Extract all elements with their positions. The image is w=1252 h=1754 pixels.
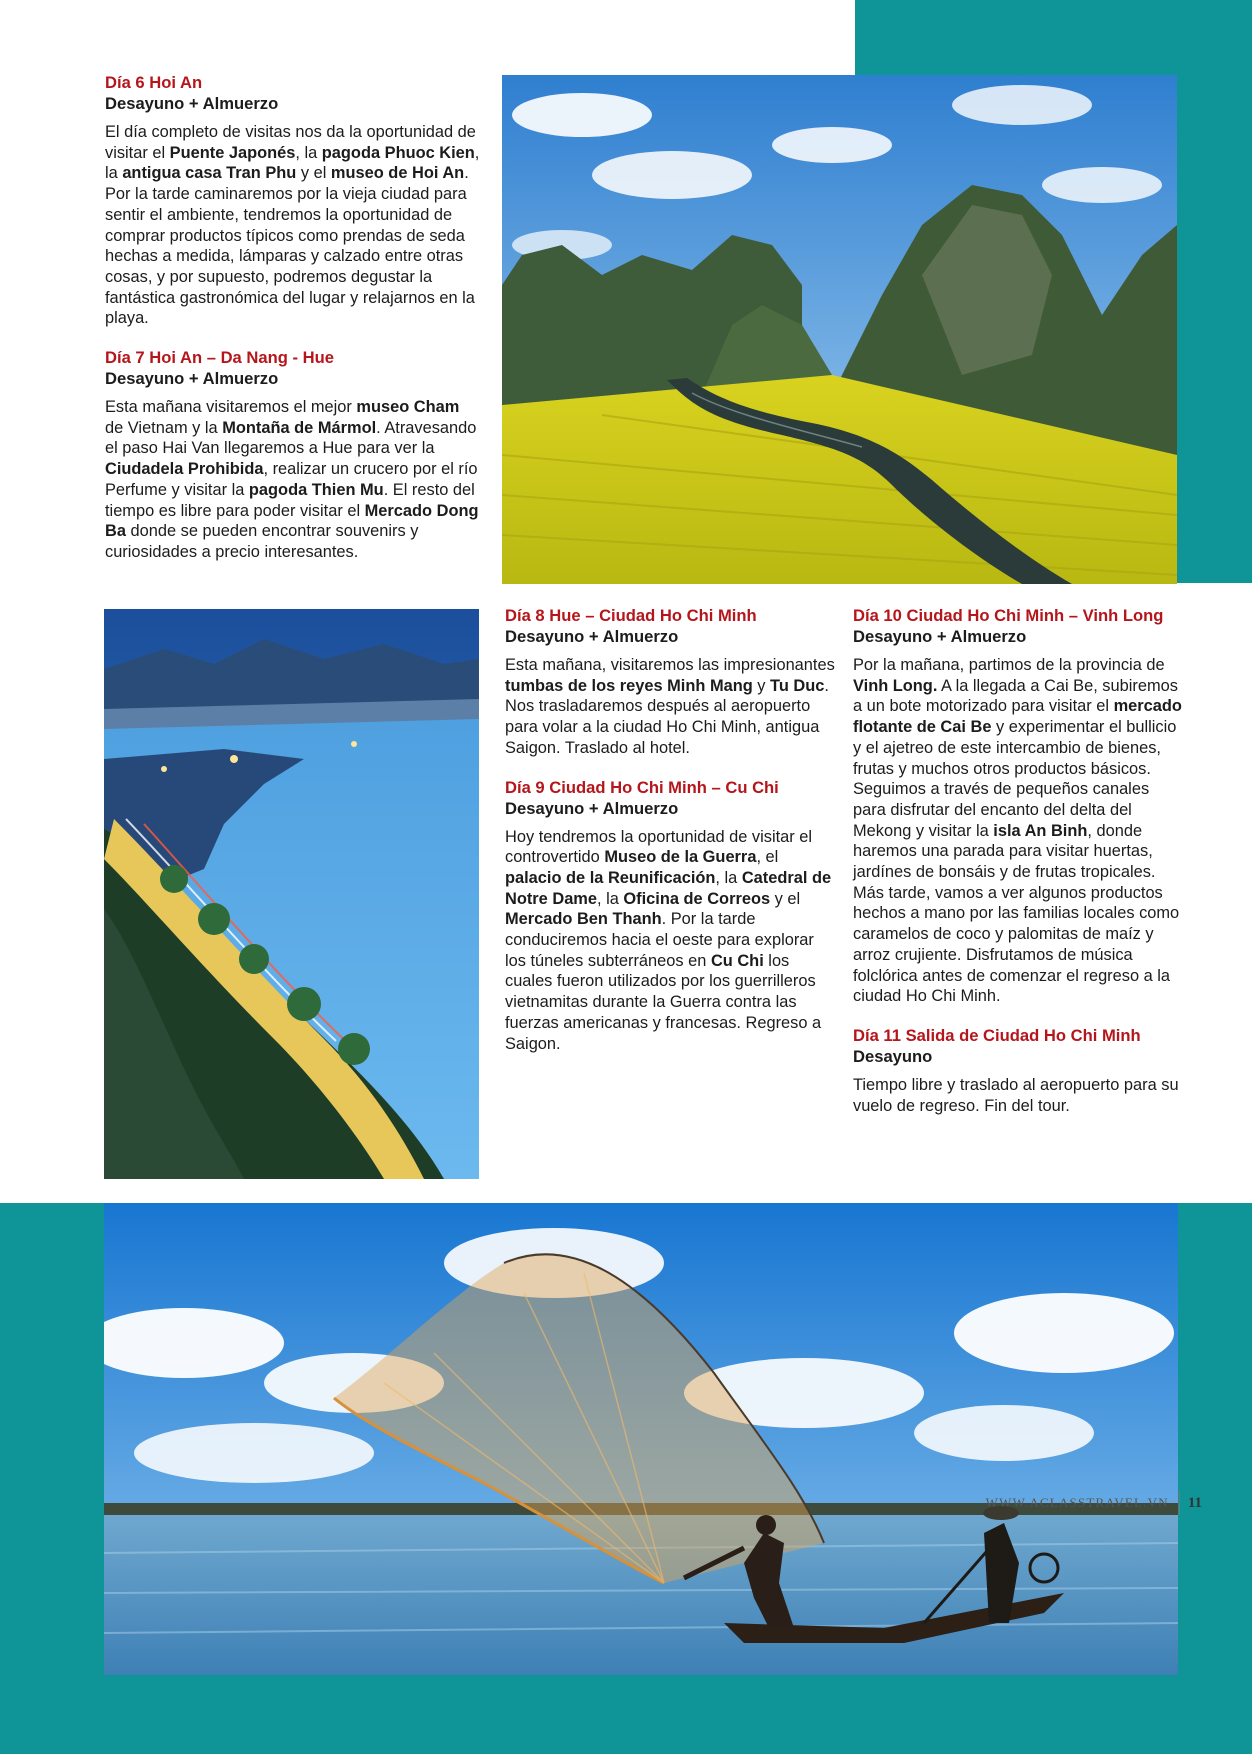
day-10-meals: Desayuno + Almuerzo [853, 627, 1027, 646]
day-8-section [505, 605, 835, 759]
day-11-description: Tiempo libre y traslado al aeropuerto para su vuelo de regreso. Fin del tour. [853, 1075, 1179, 1115]
day-10-section [853, 605, 1183, 1007]
day-11-meals: Desayuno [853, 1046, 933, 1066]
itinerary-column-1 [105, 72, 480, 581]
day-10-title: Día 10 Ciudad Ho Chi Minh – Vinh Long [853, 606, 1164, 625]
day-8-meals: Desayuno + Almuerzo [505, 627, 679, 646]
photo-coastal-city-night [104, 609, 479, 1179]
photo-fishermen-casting-net [104, 1203, 1178, 1675]
day-10-description: Por la mañana, partimos de la provincia de Vinh Long. A la llegada a Cai Be, subiremos a un bote motorizado para visitar el mercado flotante de Cai Be y experimentar el bullicio y el ajetreo de este intercambio de bienes, frutas y muchos otros productos básicos. Seguimos a través de pequeños canales para disfrutar del encanto del delta del Mekong y visitar la isla An Binh, donde haremos una parada para visitar huertas, jardínes de bonsáis y de frutas tropicales. Más tarde, vamos a ver algunos productos hechos a mano por las familias locales como caramelos de coco y palomitas de maíz y arroz crujiente. Disfrutamos de música folclórica antes de comenzar el regreso a la ciudad Ho Chi Minh. [853, 656, 1182, 1006]
day-7-meals: Desayuno + Almuerzo [105, 369, 279, 389]
day-7-description: Esta mañana visitaremos el mejor museo Cham de Vietnam y la Montaña de Mármol. Atravesando el paso Hai Van llegaremos a Hue para ver la Ciudadela Prohibida, realizar un crucero por el río Perfume y visitar la pagoda Thien Mu. El resto del tiempo es libre para poder visitar el Mercado Dong Ba donde se pueden encontrar souvenirs y curiosidades a precio interesantes. [105, 398, 479, 561]
itinerary-column-3 [853, 605, 1183, 1134]
footer-divider [1179, 1491, 1180, 1515]
day-11-title: Día 11 Salida de Ciudad Ho Chi Minh [853, 1025, 1141, 1045]
day-9-description: Hoy tendremos la oportunidad de visitar el controvertido Museo de la Guerra, el palacio de la Reunificación, la Catedral de Notre Dame, la Oficina de Correos y el Mercado Ben Thanh. Por la tarde conduciremos hacia el oeste para explorar los túneles subterráneos en Cu Chi los cuales fueron utilizados por los guerrilleros vietnamitas durante la Guerra contra las fuerzas americanas y francesas. Regreso a Saigon. [505, 827, 832, 1053]
photo-karst-rice-fields [502, 75, 1177, 584]
day-7-title: Día 7 Hoi An – Da Nang - Hue [105, 348, 334, 368]
itinerary-column-2 [505, 605, 835, 1072]
website-url: WWW.ACLASSTRAVEL.VN [985, 1495, 1169, 1510]
day-9-title: Día 9 Ciudad Ho Chi Minh – Cu Chi [505, 777, 779, 797]
day-6-meals: Desayuno + Almuerzo [105, 94, 279, 113]
page-footer [986, 1489, 1202, 1517]
day-6-title: Día 6 Hoi An [105, 73, 203, 92]
day-9-meals: Desayuno + Almuerzo [505, 798, 679, 818]
day-6-description: El día completo de visitas nos da la oportunidad de visitar el Puente Japonés, la pagoda Phuoc Kien, la antigua casa Tran Phu y el museo de Hoi An. Por la tarde caminaremos por la vieja ciudad para sentir el ambiente, tendremos la oportunidad de comprar productos típicos como prendas de seda hechas a medida, lámparas y calzado entre otras cosas, y por supuesto, podremos degustar la fantástica gastronómica del lugar y relajarnos en la playa. [105, 123, 480, 328]
page-number: 11 [1187, 1494, 1202, 1511]
day-11-section [853, 1025, 1183, 1116]
day-8-description: Esta mañana, visitaremos las impresionantes tumbas de los reyes Minh Mang y Tu Duc. Nos trasladaremos después al aeropuerto para volar a la ciudad Ho Chi Minh, antigua Saigon. Traslado al hotel. [505, 656, 835, 757]
day-7-section [105, 347, 480, 563]
day-6-section [105, 72, 480, 329]
day-8-title: Día 8 Hue – Ciudad Ho Chi Minh [505, 606, 757, 625]
day-9-section [505, 777, 835, 1055]
